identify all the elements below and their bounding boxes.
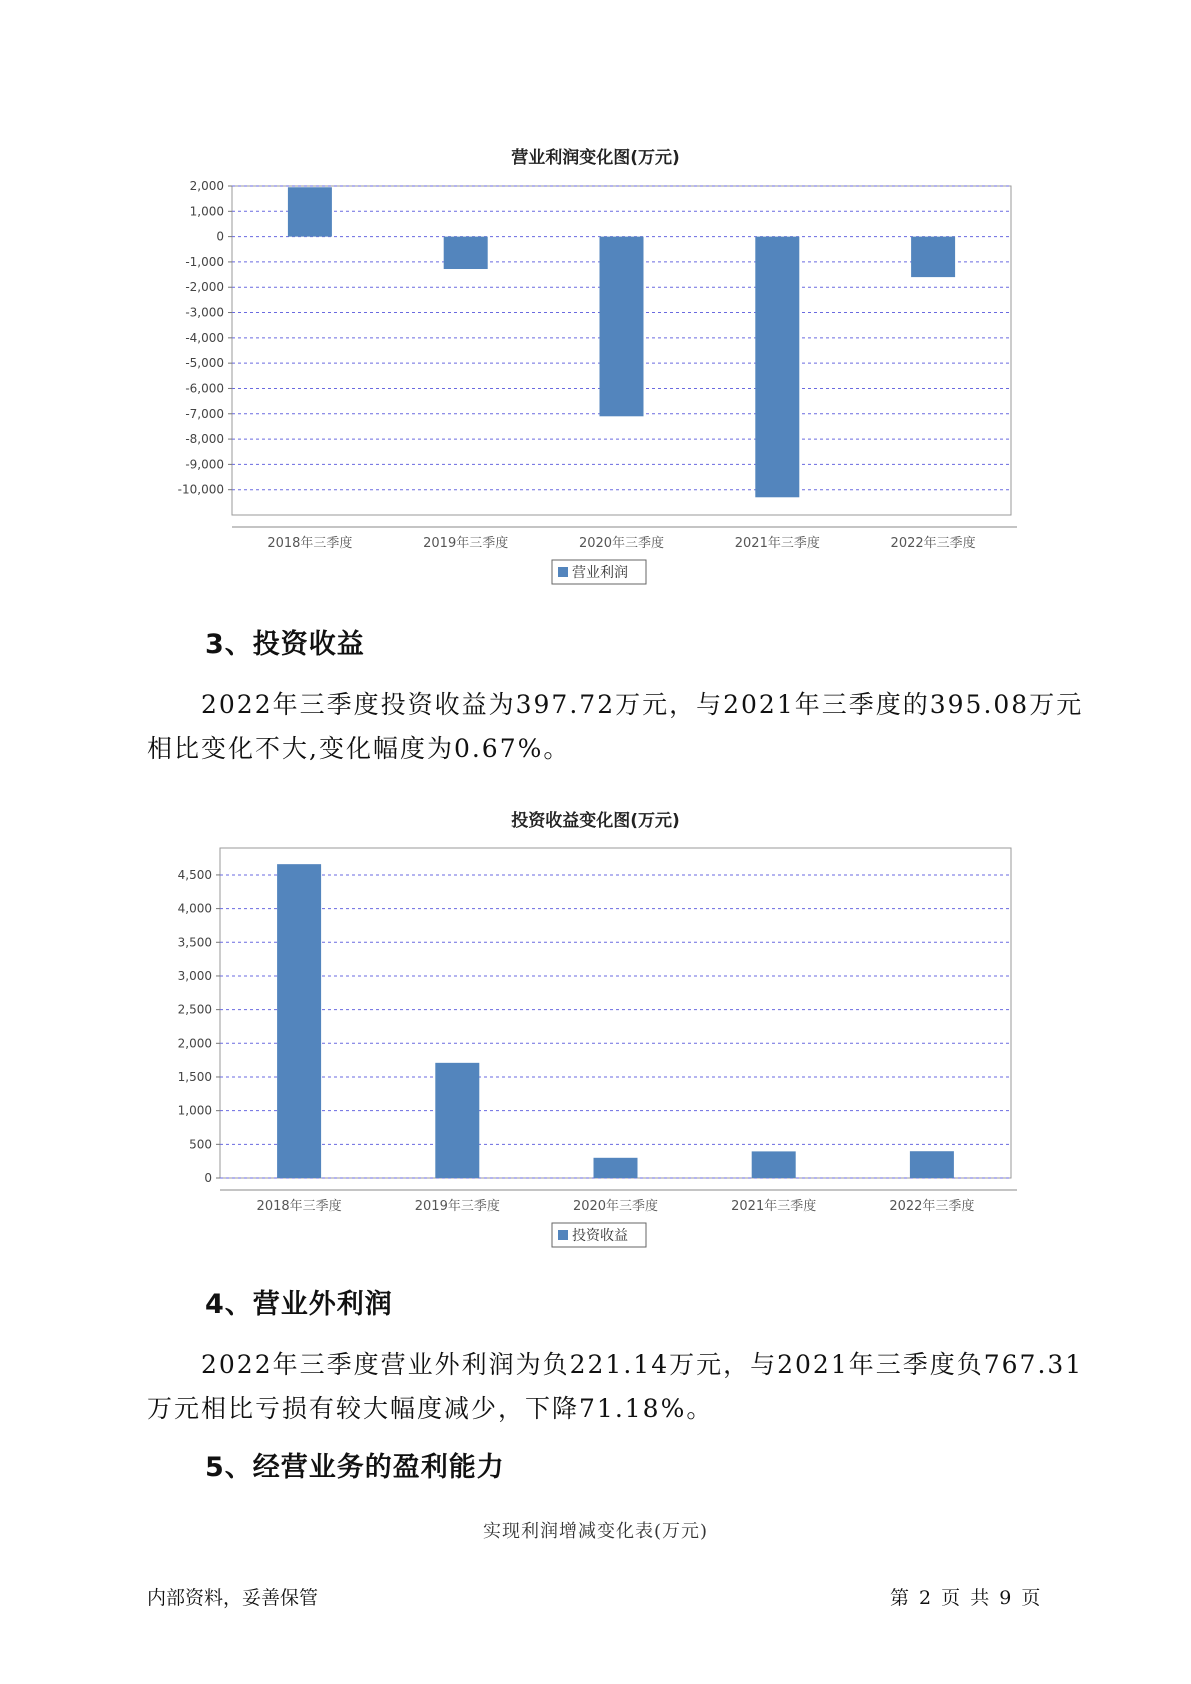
chart2-bar <box>910 1151 954 1178</box>
section-4-heading: 4、营业外利润 <box>205 1289 393 1320</box>
chart2-bar <box>435 1063 479 1178</box>
chart2-category-label: 2022年三季度 <box>889 1199 975 1214</box>
chart1-ytick-label: -7,000 <box>185 406 224 421</box>
chart2-ytick-label: 0 <box>204 1171 212 1185</box>
chart2-category-label: 2021年三季度 <box>731 1199 817 1214</box>
chart2-bar <box>277 864 321 1178</box>
section-4-line-1: 2022年三季度营业外利润为负221.14万元，与2021年三季度负767.31 <box>201 1350 1084 1379</box>
chart2-ytick-label: 4,000 <box>177 901 212 916</box>
chart1-ytick-label: -4,000 <box>185 330 224 345</box>
chart2-title: 投资收益变化图(万元) <box>511 811 680 831</box>
chart1-ytick-label: -9,000 <box>185 457 224 472</box>
chart2-ytick-label: 2,000 <box>177 1036 212 1051</box>
chart1-ytick-label: -3,000 <box>185 305 224 320</box>
chart2-legend-swatch <box>558 1230 568 1240</box>
chart1-category-label: 2020年三季度 <box>578 536 665 551</box>
chart2-ytick-label: 2,500 <box>177 1002 212 1017</box>
section-3-line-2: 相比变化不大,变化幅度为0.67%。 <box>147 734 571 763</box>
section-3-line-1: 2022年三季度投资收益为397.72万元，与2021年三季度的395.08万元 <box>201 690 1084 719</box>
chart2-ytick-label: 4,500 <box>177 867 212 882</box>
chart1-ytick-label: -1,000 <box>185 254 224 269</box>
chart2-ytick-label: 3,500 <box>177 935 212 950</box>
chart2-ytick-label: 1,000 <box>177 1103 212 1118</box>
section-4-paragraph <box>147 1343 1084 1431</box>
chart1-ytick-label: -6,000 <box>185 381 224 396</box>
chart1-ytick-label: 0 <box>216 229 224 244</box>
chart2-bar <box>594 1158 638 1178</box>
chart1-category-label: 2018年三季度 <box>267 536 353 551</box>
footer-confidential-note: 内部资料，妥善保管 <box>147 1587 319 1609</box>
chart1-ytick-label: -8,000 <box>185 432 224 447</box>
chart2-ytick-label: 500 <box>189 1137 212 1152</box>
chart1-ytick-label: 2,000 <box>189 179 224 193</box>
chart1-ytick-label: -10,000 <box>177 482 224 497</box>
chart2-category-label: 2019年三季度 <box>414 1199 500 1214</box>
section-3-heading: 3、投资收益 <box>205 629 365 660</box>
table-caption: 实现利润增减变化表(万元) <box>482 1521 709 1542</box>
chart1-category-label: 2019年三季度 <box>423 536 509 551</box>
chart1-legend-label: 营业利润 <box>572 565 628 581</box>
chart2-bar <box>752 1151 796 1178</box>
chart1-category-label: 2021年三季度 <box>734 536 820 551</box>
chart2-plot-area <box>220 848 1011 1178</box>
chart1-ytick-label: -2,000 <box>185 280 224 295</box>
footer-page-number: 第 2 页 共 9 页 <box>890 1587 1041 1609</box>
chart2-ytick-label: 3,000 <box>177 968 212 983</box>
chart1-ytick-label: 1,000 <box>189 204 224 219</box>
chart1-ytick-label: -5,000 <box>185 356 224 371</box>
section-5-heading: 5、经营业务的盈利能力 <box>205 1452 505 1483</box>
chart2-category-label: 2020年三季度 <box>572 1199 659 1214</box>
chart2-legend-label: 投资收益 <box>572 1228 628 1244</box>
chart2-category-label: 2018年三季度 <box>256 1199 342 1214</box>
section-4-line-2: 万元相比亏损有较大幅度减少，下降71.18%。 <box>147 1394 714 1423</box>
chart2-ytick-label: 1,500 <box>177 1069 212 1084</box>
chart1-title: 营业利润变化图(万元) <box>511 148 680 168</box>
chart1-category-label: 2022年三季度 <box>890 536 976 551</box>
